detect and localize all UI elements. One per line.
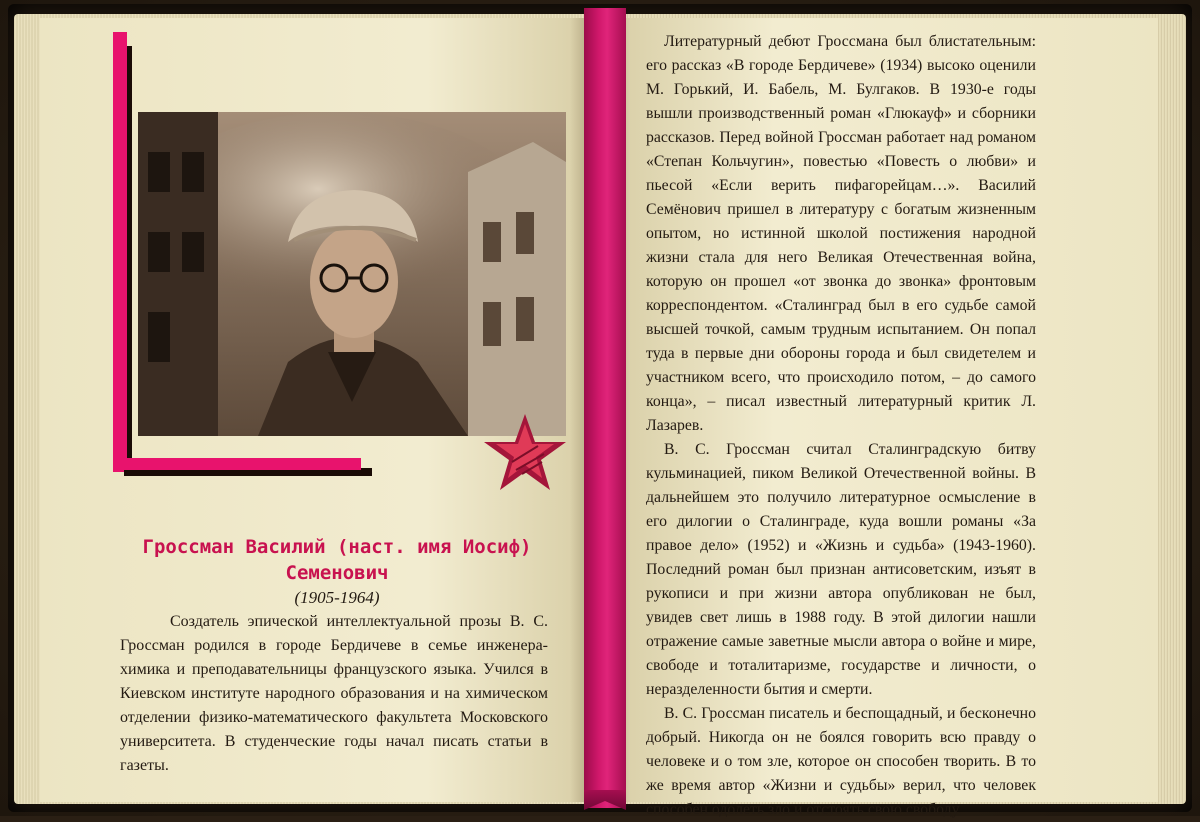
red-star-icon <box>482 412 568 494</box>
portrait-photo <box>138 112 566 436</box>
author-name-title: Гроссман Василий (наст. имя Иосиф) Семенович <box>142 536 532 584</box>
right-paragraph-3: В. С. Гроссман писатель и беспощадный, и бесконечно добрый. Никогда он не боялся говорить всю правду о человеке и о том зле, которое он способен творить. В то же время автор «Жизни и судьбы» верил, что человек способен одолеть зло и отстоять свою свободу. <box>646 705 1036 818</box>
right-paragraph-1: Литературный дебют Гроссмана был блистательным: его рассказ «В городе Бердичеве» (1934) высоко оценили М. Горький, И. Бабель, М. Булгаков. В 1930-е годы вышли производственный роман «Глюкауф» и сборники рассказов. Перед войной Гроссман работает над романом «Степан Кольчугин», повестью «Повесть о любви» и пьесой «Если верить пифагорейцам…». Василий Семёнович пришел в литературу с богатым жизненным опытом, но истинной школой постижения народной жизни стала для него Великая Отечественная война, которую он прошел «от звонка до звонка» фронтовым корреспондентом. «Сталинград был в его судьбе самой высшей точкой, самым трудным испытанием. Он попал туда в первые дни обороны города и был свидетелем и участником всего, что происходило потом, – до самого конца», – писал известный литературный критик Л. Лазарев. <box>646 33 1036 434</box>
photo-frame-vertical <box>113 32 127 472</box>
bookmark-ribbon <box>584 8 626 808</box>
portrait-photo-drawing <box>138 112 566 436</box>
photo-frame-horizontal <box>113 458 361 470</box>
author-years: (1905-1964) <box>294 588 380 607</box>
right-page-text <box>646 30 1036 822</box>
left-page-paragraph: Создатель эпической интеллектуальной прозы В. С. Гроссман родился в городе Бердичеве в семье инженера-химика и преподавательницы французского языка. Учился в Киевском институте народного образования и на химическом отделении физико-математического факультета Московского университета. В студенческие годы начал писать статьи в газеты. <box>120 613 548 774</box>
right-paragraph-2: В. С. Гроссман считал Сталинградскую битву кульминацией, пиком Великой Отечественной войны. В дальнейшем это получило литературное осмысление в его дилогии о Сталинграде, куда вошли романы «За правое дело» (1952) и «Жизнь и судьба» (1943-1960). Последний роман был признан антисоветским, изъят в рукописи и при жизни автора опубликован не был, увидев свет лишь в 1988 году. В этой дилогии нашли отражение самые заветные мысли автора о войне и мире, свободе и тоталитаризме, государстве и личности, о неразделенности бытия и смерти. <box>646 441 1036 698</box>
